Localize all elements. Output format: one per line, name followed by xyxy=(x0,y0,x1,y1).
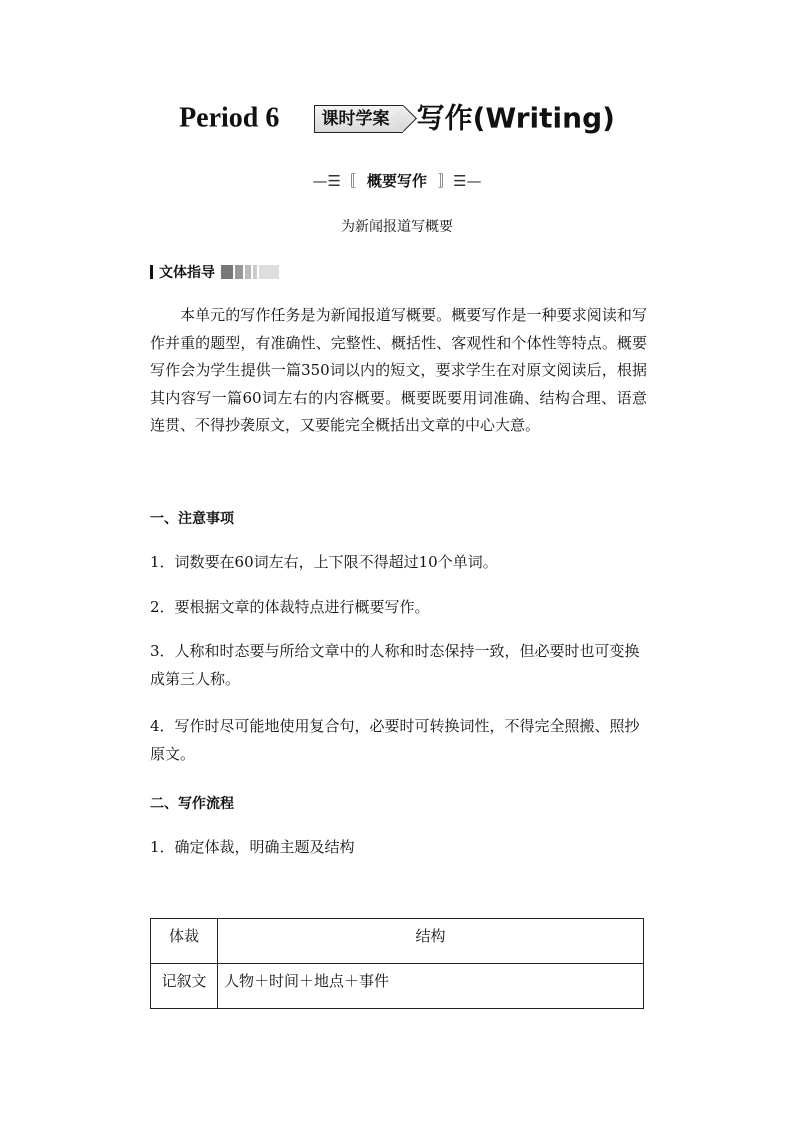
list-item: 4．写作时尽可能地使用复合句，必要时可转换词性，不得完全照搬、照抄原文。 xyxy=(150,717,640,763)
banner-left-ornament: —☰〚 xyxy=(312,172,356,190)
period-label: Period 6 xyxy=(179,102,280,134)
heading-marker-icon xyxy=(150,265,153,279)
lesson-badge: 课时学案 xyxy=(314,105,403,133)
banner-right-ornament: 〛☰— xyxy=(438,172,482,190)
table-row xyxy=(151,964,644,1009)
list-item: 1．确定体裁，明确主题及结构 xyxy=(150,838,355,856)
intro-paragraph: 本单元的写作任务是为新闻报道写概要。概要写作是一种要求阅读和写作并重的题型，有准确性、完整性、概括性、客观性和个体性等特点。概要写作会为学生提供一篇350词以内的短文，要求学生在对原文阅读后，根据其内容写一篇60词左右的内容概要。概要既要用词准确、结构合理、语意连贯、不得抄袭原文，又要能完全概括出文章的中心大意。 xyxy=(150,306,647,434)
section1-heading: 一、注意事项 xyxy=(150,511,234,527)
genre-structure-table xyxy=(150,918,644,1009)
list-item: 3．人称和时态要与所给文章中的人称和时态保持一致，但必要时也可变换成第三人称。 xyxy=(150,642,640,688)
heading-stripes-decoration xyxy=(221,265,279,279)
section2-heading: 二、写作流程 xyxy=(150,796,234,812)
section-banner xyxy=(0,170,794,191)
list-item: 2．要根据文章的体裁特点进行概要写作。 xyxy=(150,598,430,616)
cell-structure: 人物＋时间＋地点＋事件 xyxy=(218,964,644,1009)
guide-heading xyxy=(150,263,279,281)
writing-title: 写作(Writing) xyxy=(416,101,615,135)
guide-heading-text: 文体指导 xyxy=(159,265,215,281)
subtitle: 为新闻报道写概要 xyxy=(341,219,453,235)
list-item: 1．词数要在60词左右，上下限不得超过10个单词。 xyxy=(150,553,498,571)
banner-title: 概要写作 xyxy=(366,172,427,190)
header-genre: 体裁 xyxy=(151,919,218,964)
table-header-row xyxy=(151,919,644,964)
page-title xyxy=(0,98,794,139)
header-structure: 结构 xyxy=(218,919,644,964)
cell-genre: 记叙文 xyxy=(151,964,218,1009)
